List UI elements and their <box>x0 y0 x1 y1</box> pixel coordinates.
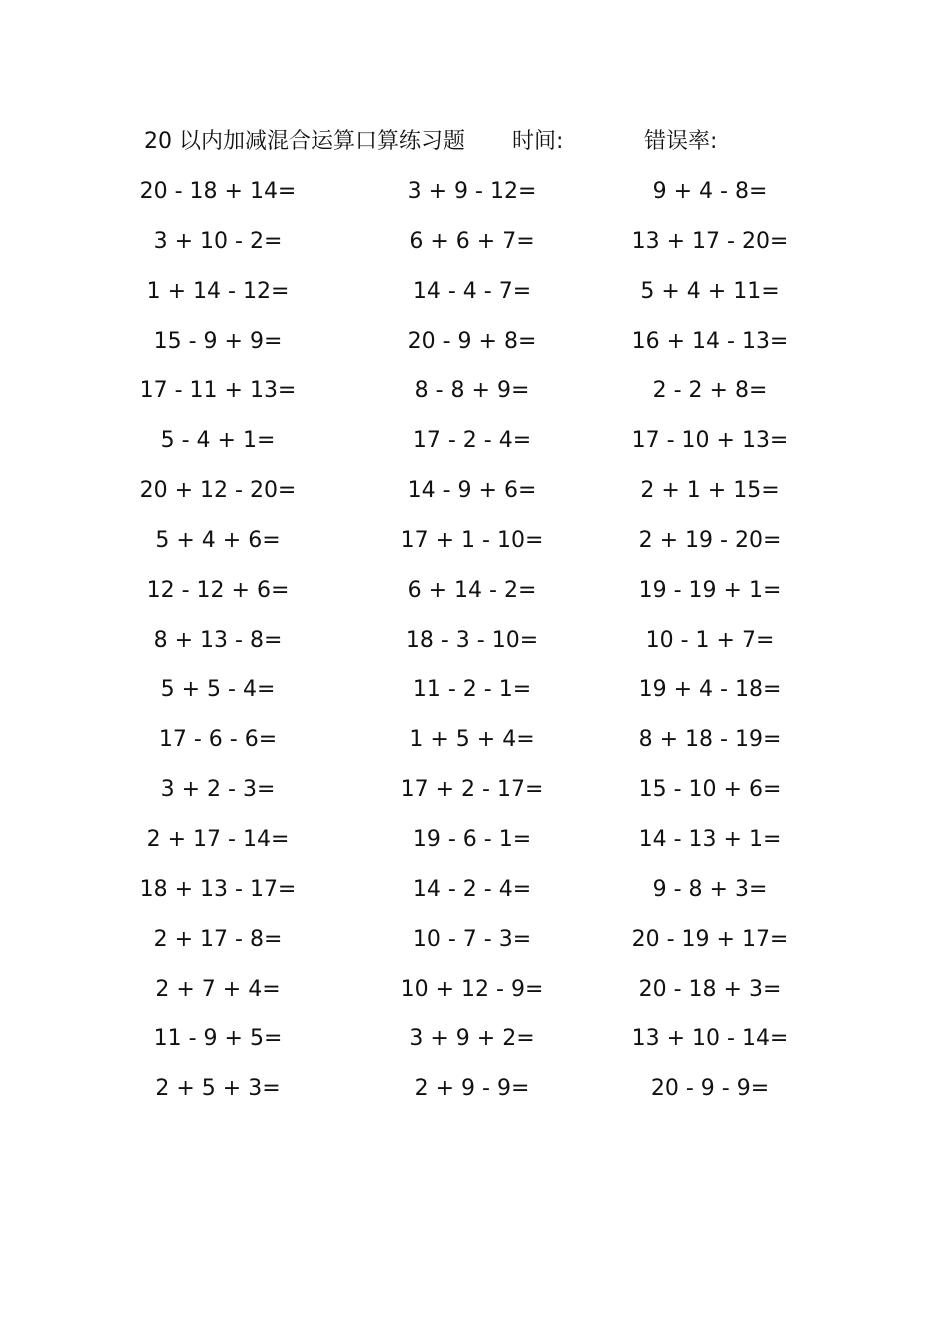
problem-row <box>0 868 950 918</box>
problem-cell: 8 - 8 + 9= <box>414 378 530 404</box>
problem-cell: 5 + 4 + 6= <box>155 527 281 553</box>
problem-cell: 8 + 13 - 8= <box>153 627 283 653</box>
problem-cell: 2 + 17 - 14= <box>146 826 290 852</box>
problem-cell: 12 - 12 + 6= <box>146 577 290 603</box>
problem-cell: 14 - 4 - 7= <box>412 278 532 304</box>
problem-cell: 17 + 1 - 10= <box>400 527 544 553</box>
problem-cell: 10 - 1 + 7= <box>645 627 775 653</box>
problem-cell: 9 - 8 + 3= <box>652 876 768 902</box>
worksheet-title: 20 以内加减混合运算口算练习题 <box>144 129 465 154</box>
problem-cell: 2 + 5 + 3= <box>155 1076 281 1102</box>
problem-cell: 1 + 14 - 12= <box>146 278 290 304</box>
problem-cell: 11 - 9 + 5= <box>153 1026 283 1052</box>
problem-row <box>0 519 950 569</box>
problem-grid <box>0 170 950 1117</box>
error-rate-label: 错误率: <box>644 129 718 154</box>
problem-cell: 2 + 17 - 8= <box>153 926 283 952</box>
problem-cell: 14 - 9 + 6= <box>407 478 537 504</box>
problem-cell: 18 + 13 - 17= <box>139 876 297 902</box>
problem-cell: 14 - 13 + 1= <box>638 826 782 852</box>
problem-row <box>0 419 950 469</box>
problem-cell: 20 + 12 - 20= <box>139 478 297 504</box>
problem-cell: 2 + 7 + 4= <box>155 976 281 1002</box>
problem-row <box>0 768 950 818</box>
problem-cell: 14 - 2 - 4= <box>412 876 532 902</box>
problem-cell: 17 - 6 - 6= <box>158 727 278 753</box>
problem-row <box>0 818 950 868</box>
problem-row <box>0 320 950 370</box>
problem-cell: 9 + 4 - 8= <box>652 179 768 204</box>
problem-cell: 20 - 9 + 8= <box>407 328 537 354</box>
problem-cell: 17 - 2 - 4= <box>412 428 532 454</box>
problem-cell: 11 - 2 - 1= <box>412 677 532 703</box>
problem-cell: 5 + 4 + 11= <box>640 278 780 304</box>
problem-cell: 5 + 5 - 4= <box>160 677 276 703</box>
problem-cell: 17 - 10 + 13= <box>631 428 789 454</box>
problem-cell: 18 - 3 - 10= <box>405 627 539 653</box>
problem-row <box>0 469 950 519</box>
problem-cell: 10 + 12 - 9= <box>400 976 544 1002</box>
problem-row <box>0 668 950 718</box>
problem-cell: 15 - 9 + 9= <box>153 328 283 354</box>
problem-cell: 2 + 19 - 20= <box>638 527 782 553</box>
problem-cell: 19 + 4 - 18= <box>638 677 782 703</box>
problem-cell: 17 - 11 + 13= <box>139 378 297 404</box>
problem-cell: 8 + 18 - 19= <box>638 727 782 753</box>
problem-cell: 5 - 4 + 1= <box>160 428 276 454</box>
problem-cell: 3 + 2 - 3= <box>160 777 276 803</box>
problem-row <box>0 619 950 669</box>
problem-cell: 20 - 19 + 17= <box>631 926 789 952</box>
problem-cell: 17 + 2 - 17= <box>400 777 544 803</box>
problem-row <box>0 270 950 320</box>
problem-row <box>0 968 950 1018</box>
problem-row <box>0 718 950 768</box>
problem-row <box>0 1017 950 1067</box>
problem-cell: 3 + 9 + 2= <box>409 1026 535 1052</box>
problem-cell: 20 - 18 + 3= <box>638 976 782 1002</box>
problem-row <box>0 170 950 220</box>
problem-cell: 13 + 17 - 20= <box>631 228 789 254</box>
problem-cell: 16 + 14 - 13= <box>631 328 789 354</box>
time-label: 时间: <box>512 129 564 154</box>
problem-cell: 19 - 19 + 1= <box>638 577 782 603</box>
problem-cell: 20 - 18 + 14= <box>139 179 297 204</box>
problem-cell: 13 + 10 - 14= <box>631 1026 789 1052</box>
problem-row <box>0 369 950 419</box>
problem-cell: 10 - 7 - 3= <box>412 926 532 952</box>
problem-cell: 15 - 10 + 6= <box>638 777 782 803</box>
problem-cell: 19 - 6 - 1= <box>412 826 532 852</box>
problem-cell: 20 - 9 - 9= <box>650 1076 770 1102</box>
problem-row <box>0 569 950 619</box>
problem-cell: 3 + 10 - 2= <box>153 228 283 254</box>
problem-row <box>0 1067 950 1117</box>
problem-cell: 2 - 2 + 8= <box>652 378 768 404</box>
problem-row <box>0 220 950 270</box>
problem-row <box>0 918 950 968</box>
problem-cell: 1 + 5 + 4= <box>409 727 535 753</box>
problem-cell: 3 + 9 - 12= <box>407 179 537 204</box>
problem-cell: 6 + 6 + 7= <box>409 228 535 254</box>
problem-cell: 2 + 9 - 9= <box>414 1076 530 1102</box>
problem-cell: 2 + 1 + 15= <box>640 478 780 504</box>
problem-cell: 6 + 14 - 2= <box>407 577 537 603</box>
worksheet-header <box>144 124 784 160</box>
